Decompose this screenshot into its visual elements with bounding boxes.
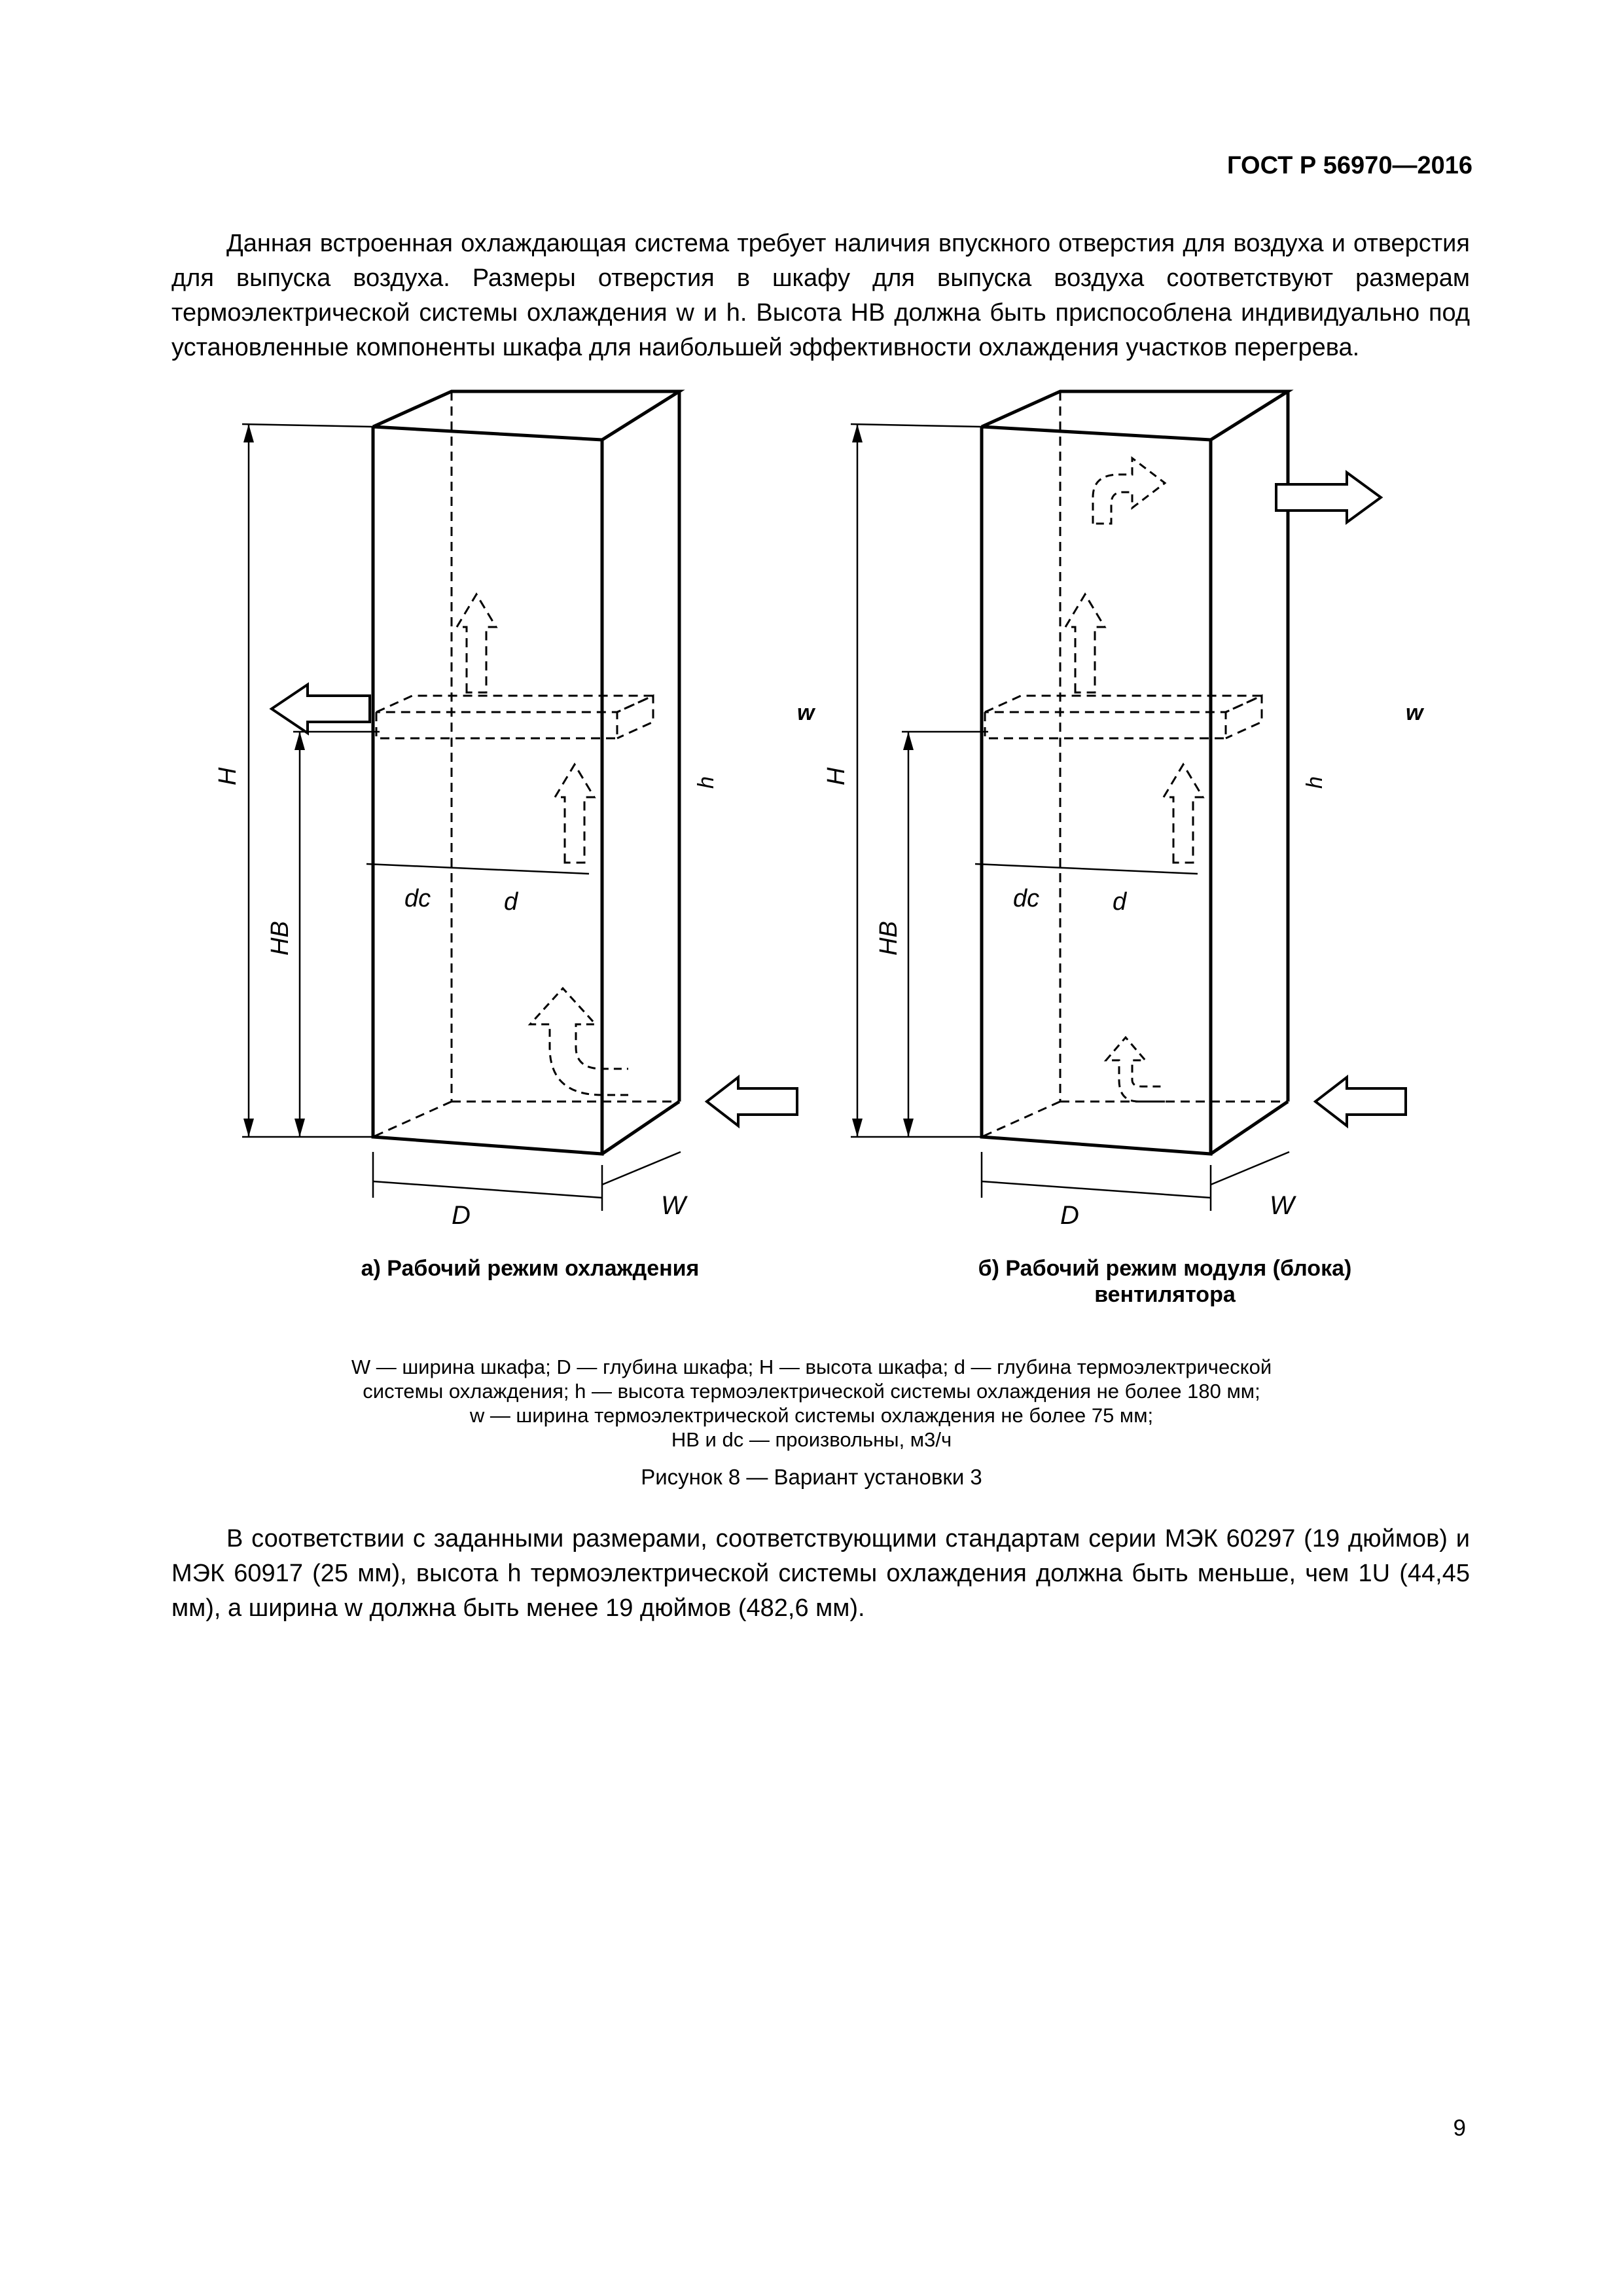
label-w: w — [797, 700, 815, 725]
document-header: ГОСТ Р 56970—2016 — [1227, 152, 1472, 179]
label-D: D — [452, 1201, 471, 1230]
label-W-b: W — [1270, 1191, 1294, 1220]
legend-line: w — ширина термоэлектрической системы охлаждения не более 75 мм; — [469, 1404, 1154, 1427]
label-dc-b: dc — [1013, 885, 1040, 912]
legend-line: системы охлаждения; h — высота термоэлектрической системы охлаждения не более 180 мм; — [363, 1380, 1260, 1403]
caption-b: б) Рабочий режим модуля (блока) вентилятора — [978, 1256, 1352, 1307]
legend-line: W — ширина шкафа; D — глубина шкафа; H — высота шкафа; d — глубина термоэлектрической — [351, 1355, 1272, 1378]
label-w-b: w — [1406, 700, 1423, 725]
diagram-cooling-mode — [214, 391, 816, 1230]
caption-a: а) Рабочий режим охлаждения — [361, 1256, 700, 1281]
label-H: H — [214, 767, 241, 785]
legend-line: HB и dc — произвольны, м3/ч — [671, 1428, 952, 1451]
closing-text: В соответствии с заданными размерами, соответствующими стандартам серии МЭК 60297 (19 дюймов) и МЭК 60917 (25 мм), высота h термоэлектрической системы охлаждения должна быть меньше, чем 1U (44,45 мм), а ширина w должна быть менее 19 дюймов (482,6 мм). — [171, 1525, 1470, 1622]
figure-title: Рисунок 8 — Вариант установки 3 — [641, 1465, 982, 1489]
label-HB: HB — [266, 921, 294, 956]
figure-legend — [262, 1355, 1361, 1452]
intro-text: Данная встроенная охлаждающая система требует наличия впускного отверстия для воздуха и отверстия для выпуска воздуха. Размеры отверстия в шкафу для выпуска воздуха соответствуют размерам термоэлектрической системы охлаждения w и h. Высота HB должна быть приспособлена индивидуально под установленные компоненты шкафа для наибольшей эффективности охлаждения участков перегрева. — [171, 230, 1470, 361]
diagram-fan-mode — [823, 391, 1425, 1230]
closing-paragraph — [171, 1522, 1470, 1626]
label-h-b: h — [1302, 776, 1327, 789]
page-number: 9 — [1453, 2115, 1466, 2141]
label-d: d — [504, 888, 518, 916]
label-d-b: d — [1113, 888, 1127, 916]
label-D-b: D — [1060, 1201, 1079, 1230]
label-HB-b: HB — [875, 921, 902, 956]
label-dc: dc — [404, 885, 431, 912]
label-W: W — [661, 1191, 686, 1220]
label-h: h — [694, 776, 719, 789]
label-H-b: H — [823, 767, 850, 785]
